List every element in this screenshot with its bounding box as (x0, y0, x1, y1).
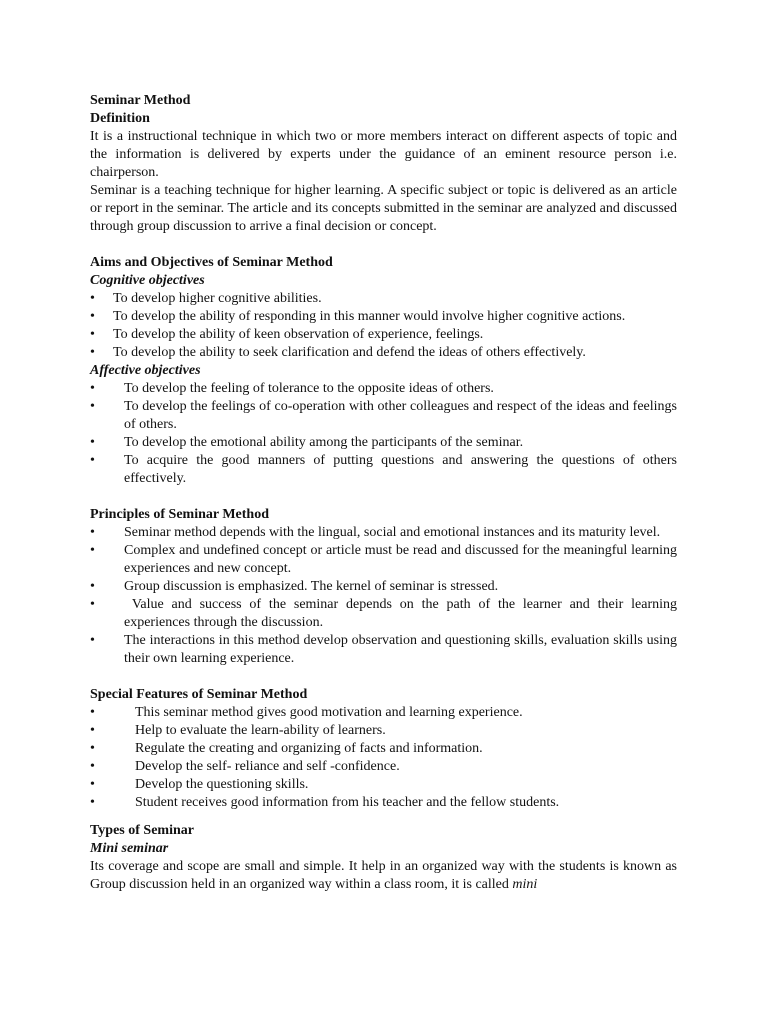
principles-list (90, 524, 681, 668)
list-item: • To develop higher cognitive abilities. (90, 291, 322, 306)
definition-paragraph: It is a instructional technique in which two or more members interact on different aspects of topic and the information is delivered by experts under the guidance of an eminent resource person i.e. chairperson. (90, 129, 677, 180)
features-list (90, 704, 677, 812)
list-item: • Group discussion is emphasized. The kernel of seminar is stressed. (90, 579, 499, 594)
cognitive-heading: Cognitive objectives (90, 273, 205, 288)
bullet-icon: • (90, 345, 95, 360)
list-item: • Develop the self- reliance and self -confidence. (90, 759, 400, 774)
list-item: • Help to evaluate the learn-ability of learners. (90, 723, 386, 738)
bullet-icon: • (90, 399, 95, 414)
list-item: • To develop the ability of responding in this manner would involve higher cognitive actions. (90, 309, 626, 324)
document-page (90, 92, 681, 894)
bullet-icon: • (90, 453, 95, 468)
list-item: • Develop the questioning skills. (90, 777, 309, 792)
list-item: • To develop the ability of keen observation of experience, feelings. (90, 327, 484, 342)
bullet-icon: • (90, 723, 95, 738)
bullet-icon: • (90, 777, 95, 792)
definition-paragraph: Seminar is a teaching technique for higher learning. A specific subject or topic is delivered as an article or report in the seminar. The article and its concepts submitted in the seminar are analyzed and discussed through group discussion to arrive a final decision or concept. (90, 183, 677, 234)
list-item: • To develop the emotional ability among the participants of the seminar. (90, 435, 524, 450)
list-item: • The interactions in this method develop observation and questioning skills, evaluation skills using their own learning experience. (90, 633, 677, 666)
definition-heading: Definition (90, 111, 150, 126)
mini-seminar-heading: Mini seminar (90, 841, 169, 856)
bullet-icon: • (90, 525, 95, 540)
list-item: • Regulate the creating and organizing of facts and information. (90, 741, 483, 756)
bullet-icon: • (90, 381, 95, 396)
bullet-icon: • (90, 291, 95, 306)
bullet-icon: • (90, 633, 95, 648)
principles-heading: Principles of Seminar Method (90, 507, 270, 522)
list-item: • This seminar method gives good motivation and learning experience. (90, 705, 523, 720)
bullet-icon: • (90, 759, 95, 774)
mini-seminar-paragraph: Its coverage and scope are small and simple. It help in an organized way with the students is known as Group discussion held in an organized way within a class room, it is called mini (90, 859, 677, 892)
affective-list (90, 380, 677, 488)
bullet-icon: • (90, 327, 95, 342)
bullet-icon: • (90, 705, 95, 720)
bullet-icon: • (90, 579, 95, 594)
list-item: • Complex and undefined concept or article must be read and discussed for the meaningful learning experiences and new concept. (90, 543, 677, 576)
bullet-icon: • (90, 597, 95, 612)
list-item: • Seminar method depends with the lingual, social and emotional instances and its maturity level. (90, 525, 661, 540)
list-item: • To acquire the good manners of putting questions and answering the questions of others effectively. (90, 453, 677, 486)
list-item: • Student receives good information from his teacher and the fellow students. (90, 795, 560, 810)
bullet-icon: • (90, 309, 95, 324)
list-item: • To develop the ability to seek clarification and defend the ideas of others effectively. (90, 345, 586, 360)
list-item: • Value and success of the seminar depends on the path of the learner and their learning experiences through the discussion. (90, 597, 681, 630)
document-title: Seminar Method (90, 93, 191, 108)
bullet-icon: • (90, 795, 95, 810)
list-item: • To develop the feeling of tolerance to the opposite ideas of others. (90, 381, 494, 396)
types-heading: Types of Seminar (90, 823, 194, 838)
bullet-icon: • (90, 543, 95, 558)
affective-heading: Affective objectives (90, 363, 201, 378)
features-heading: Special Features of Seminar Method (90, 687, 308, 702)
list-item: • To develop the feelings of co-operation with other colleagues and respect of the ideas and feelings of others. (90, 399, 677, 432)
aims-heading: Aims and Objectives of Seminar Method (90, 255, 333, 270)
bullet-icon: • (90, 741, 95, 756)
bullet-icon: • (90, 435, 95, 450)
cognitive-list (90, 290, 677, 362)
